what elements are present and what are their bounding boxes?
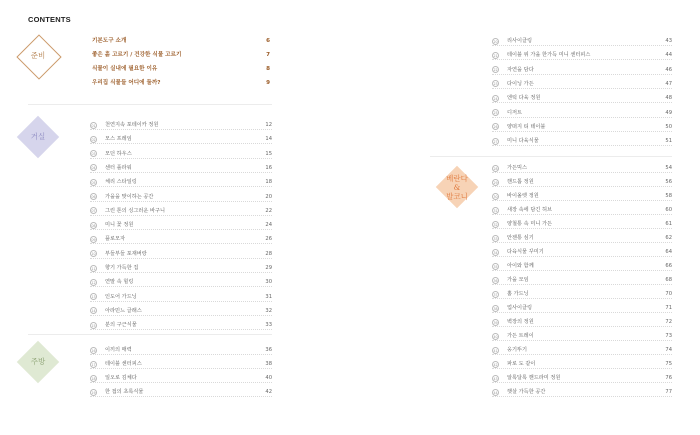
toc-item[interactable] [492, 331, 672, 341]
row-separator [492, 186, 672, 187]
toc-item-page: 16 [265, 164, 272, 171]
toc-item[interactable] [492, 373, 672, 383]
toc-item-label: 한 접의 초록식물 [105, 389, 144, 395]
toc-item[interactable] [90, 234, 272, 244]
toc-item-label: 테이블 센터피스 [105, 361, 142, 367]
toc-item-number: 01 [91, 123, 96, 128]
toc-item-number: 27 [493, 139, 498, 144]
row-separator [492, 340, 672, 341]
toc-item-page: 18 [265, 179, 272, 186]
toc-item-page: 7 [266, 52, 270, 58]
toc-item-number: 32 [493, 222, 498, 227]
toc-item-page: 28 [265, 250, 272, 257]
row-separator [90, 396, 272, 397]
toc-item-page: 71 [665, 305, 672, 311]
toc-item-number: 04 [91, 166, 96, 171]
toc-item-page: 48 [665, 95, 672, 102]
toc-item-page: 60 [665, 207, 672, 213]
toc-item[interactable] [492, 359, 672, 369]
toc-item-label: 테이블 위 가을 한가득 미니 센터피스 [507, 52, 591, 59]
row-separator [492, 74, 672, 75]
toc-item-page: 66 [665, 263, 672, 269]
toc-item[interactable] [90, 320, 272, 330]
row-separator [492, 228, 672, 229]
toc-item-page: 33 [265, 322, 272, 329]
veranda-section-label [427, 174, 487, 201]
toc-item-number: 30 [493, 194, 498, 199]
toc-item[interactable] [492, 122, 672, 132]
toc-item[interactable] [492, 79, 672, 89]
toc-item-label: 향기 가득한 집 [105, 265, 139, 271]
row-separator [90, 201, 272, 202]
toc-item[interactable] [492, 93, 672, 103]
toc-item-number: 29 [493, 180, 498, 185]
toc-item[interactable] [90, 220, 272, 230]
toc-item-label: 그린 톤의 싱그러운 바구니 [105, 207, 166, 214]
toc-item[interactable] [90, 306, 272, 316]
toc-item-page: 12 [265, 122, 272, 128]
toc-item-page: 20 [265, 193, 272, 200]
toc-item-number: 36 [493, 278, 498, 283]
toc-item-label: 양철통 속 미니 가든 [507, 221, 553, 227]
toc-item-number: 07 [91, 209, 96, 214]
toc-item-label: 엔틱 다육 정원 [507, 95, 541, 102]
veranda-label-line: 베란다 [446, 174, 468, 183]
toc-item-label: 햇살 가득한 공간 [507, 389, 546, 395]
toc-item-number: 17 [91, 362, 96, 367]
toc-item[interactable] [492, 65, 672, 75]
toc-item-number: 11 [91, 266, 96, 271]
toc-item-page: 62 [665, 235, 672, 241]
toc-item-label: 아라민느 글래스 [105, 307, 142, 314]
toc-item-page: 24 [265, 222, 272, 229]
toc-item[interactable] [90, 177, 272, 187]
row-separator [492, 242, 672, 243]
toc-item-label: 가을을 맞이하는 공간 [105, 193, 154, 200]
toc-item[interactable] [90, 163, 272, 173]
toc-item[interactable] [90, 249, 272, 259]
toc-item[interactable] [492, 233, 672, 243]
row-separator [492, 172, 672, 173]
toc-item-page: 43 [665, 38, 672, 44]
toc-item-page: 15 [265, 150, 272, 157]
toc-item-number: 40 [493, 334, 498, 339]
toc-item-label: 인도어 가드닝 [105, 293, 137, 300]
toc-item-number: 02 [91, 137, 96, 142]
toc-item[interactable] [492, 345, 672, 355]
toc-item-number: 26 [493, 125, 498, 130]
toc-item-number: 03 [91, 152, 96, 157]
toc-item-label: 플로모자 [105, 236, 126, 243]
toc-item-page: 72 [665, 319, 672, 325]
toc-item-label: 미니 다육식물 [507, 138, 539, 145]
toc-item-number: 24 [493, 96, 498, 101]
toc-item-label: 디저트 [507, 109, 523, 116]
veranda-label-line: 발코니 [446, 192, 468, 201]
toc-item-number: 12 [91, 280, 96, 285]
toc-item[interactable] [492, 219, 672, 229]
toc-item-number: 19 [91, 390, 96, 395]
row-separator [492, 270, 672, 271]
toc-item-page: 47 [665, 80, 672, 87]
toc-item[interactable] [90, 345, 272, 355]
toc-item-number: 31 [493, 208, 498, 213]
row-separator [90, 172, 272, 173]
toc-item-number: 35 [493, 264, 498, 269]
toc-item-label: 모스 프레임 [105, 136, 132, 143]
row-separator [492, 354, 672, 355]
toc-item-page: 56 [665, 179, 672, 185]
row-separator [90, 286, 272, 287]
toc-item-page: 8 [266, 66, 270, 72]
toc-item-page: 76 [665, 375, 672, 381]
toc-item-number: 08 [91, 223, 96, 228]
kitchen-section-label: 주방 [30, 357, 46, 366]
toc-item[interactable] [492, 177, 672, 187]
toc-item-page: 61 [665, 221, 672, 227]
toc-item-page: 44 [665, 52, 672, 59]
toc-item[interactable] [90, 120, 272, 130]
toc-item-label: 안젠통 심기 [507, 235, 534, 241]
toc-item-page: 14 [265, 136, 272, 143]
toc-item-label: 벽장의 정원 [507, 319, 534, 325]
toc-item-page: 64 [665, 249, 672, 255]
toc-item-label: 우리집 식물들 어디에 둘까? [92, 80, 161, 86]
toc-item-label: 홈 가드닝 [507, 291, 529, 297]
toc-item[interactable] [90, 277, 272, 287]
toc-item-label: 다이닝 가든 [507, 80, 534, 87]
prep-section-label: 준비 [30, 51, 46, 60]
toc-item[interactable] [90, 292, 272, 302]
divider [430, 156, 672, 157]
toc-item-label: 옹기뚜기 [507, 347, 528, 353]
toc-item-page: 75 [665, 361, 672, 367]
toc-item-number: 37 [493, 292, 498, 297]
living-section-label: 거실 [30, 132, 46, 141]
toc-item-label: 알록달록 핸드라미 정원 [507, 375, 561, 381]
toc-item[interactable] [92, 64, 270, 74]
toc-item[interactable] [90, 373, 272, 383]
toc-item-label: 가든 트레이 [507, 333, 534, 339]
toc-item-page: 32 [265, 307, 272, 314]
row-separator [90, 143, 272, 144]
toc-item-number: 05 [91, 180, 96, 185]
toc-item-label: 양떠지 티 테이블 [507, 123, 546, 130]
toc-item-page: 36 [265, 347, 272, 353]
toc-item-label: 다육식물 꾸미기 [507, 249, 544, 255]
toc-item[interactable] [90, 263, 272, 273]
toc-item-number: 14 [91, 309, 96, 314]
toc-item-number: 16 [91, 348, 96, 353]
row-separator [492, 256, 672, 257]
toc-item-page: 58 [665, 193, 672, 199]
row-separator [90, 368, 272, 369]
toc-item[interactable] [492, 163, 672, 173]
toc-item[interactable] [92, 36, 270, 46]
row-separator [492, 214, 672, 215]
toc-item-label: 연말 속 힐링 [105, 279, 134, 286]
toc-item-label: 미니 꽃 정원 [105, 222, 134, 229]
toc-item-number: 23 [493, 82, 498, 87]
toc-item-page: 31 [265, 293, 272, 300]
toc-item-label: 식물이 실내에 필요한 이유 [92, 66, 158, 72]
toc-item-label: 가을 모임 [507, 277, 529, 283]
divider [28, 334, 272, 335]
row-separator [492, 200, 672, 201]
toc-item-number: 39 [493, 320, 498, 325]
row-separator [492, 382, 672, 383]
row-separator [492, 284, 672, 285]
toc-item[interactable] [492, 50, 672, 60]
row-separator [492, 88, 672, 89]
toc-item-number: 15 [91, 323, 96, 328]
toc-item-label: 분의 구근식물 [105, 322, 137, 329]
page-title: CONTENTS [28, 15, 71, 24]
row-separator [492, 298, 672, 299]
row-separator [492, 326, 672, 327]
row-separator [492, 117, 672, 118]
toc-item-page: 9 [266, 80, 270, 86]
toc-item-page: 29 [265, 265, 272, 271]
row-separator [492, 131, 672, 132]
toc-item-page: 6 [266, 38, 270, 44]
toc-item-label: 바이올렛 정원 [507, 193, 539, 199]
row-separator [90, 258, 272, 259]
row-separator [90, 158, 272, 159]
toc-item-label: 업사이클링 [507, 305, 533, 311]
toc-item-number: 22 [493, 68, 498, 73]
toc-item-label: 자연을 담다 [507, 66, 534, 73]
toc-item-number: 41 [493, 348, 498, 353]
toc-item[interactable] [492, 317, 672, 327]
toc-item[interactable] [90, 359, 272, 369]
toc-item-label: 센터 플라워 [105, 164, 132, 171]
row-separator [492, 45, 672, 46]
toc-item-page: 49 [665, 109, 672, 116]
row-separator [90, 301, 272, 302]
toc-item-page: 74 [665, 347, 672, 353]
row-separator [90, 329, 272, 330]
toc-item[interactable] [492, 261, 672, 271]
toc-item[interactable] [90, 134, 272, 144]
veranda-label-line: & [453, 183, 461, 192]
toc-item-number: 09 [91, 237, 96, 242]
toc-item[interactable] [492, 247, 672, 257]
toc-item-number: 25 [493, 111, 498, 115]
toc-item-label: 새장 속에 담긴 허브 [507, 207, 553, 213]
toc-item-number: 33 [493, 236, 498, 241]
toc-item[interactable] [492, 36, 672, 46]
toc-item-page: 70 [665, 291, 672, 297]
toc-item[interactable] [492, 191, 672, 201]
divider [28, 104, 272, 105]
toc-item-label: 체리 스타일링 [105, 179, 137, 186]
toc-item-label: 가든믹스 [507, 165, 528, 171]
toc-item-label: 이끼의 매력 [105, 347, 132, 353]
toc-item[interactable] [90, 192, 272, 202]
row-separator [90, 272, 272, 273]
toc-item-label: 부들부들 포재버랑 [105, 250, 147, 257]
toc-item[interactable] [492, 275, 672, 285]
toc-item-number: 38 [493, 306, 498, 311]
toc-item[interactable] [492, 136, 672, 146]
row-separator [90, 229, 272, 230]
toc-item-page: 46 [665, 66, 672, 73]
toc-item-page: 68 [665, 277, 672, 283]
toc-item-label: 천연지속 포테이카 정원 [105, 122, 159, 128]
toc-item[interactable] [90, 149, 272, 159]
toc-item-number: 06 [91, 195, 96, 199]
toc-item-number: 44 [493, 390, 498, 395]
toc-item-page: 30 [265, 279, 272, 286]
toc-item-label: 기본도구 소개 [92, 38, 127, 44]
toc-item-page: 26 [265, 236, 272, 243]
row-separator [492, 368, 672, 369]
toc-item[interactable] [92, 50, 270, 60]
row-separator [90, 215, 272, 216]
toc-item-page: 50 [665, 123, 672, 130]
toc-item-page: 77 [665, 389, 672, 395]
toc-item-page: 51 [665, 138, 672, 145]
row-separator [492, 59, 672, 60]
toc-item-label: 아이와 함께 [507, 263, 534, 269]
row-separator [492, 102, 672, 103]
toc-item[interactable] [492, 387, 672, 397]
row-separator [90, 186, 272, 187]
toc-item-label: 리사이클링 [507, 38, 533, 44]
row-separator [90, 129, 272, 130]
toc-item-label: 좋은 흙 고르기 / 건강한 식물 고르기 [92, 52, 182, 58]
toc-item-number: 20 [493, 39, 498, 44]
row-separator [90, 315, 272, 316]
row-separator [492, 145, 672, 146]
toc-item-label: 파로 도 같이 [507, 361, 536, 367]
toc-item-page: 54 [665, 165, 672, 171]
row-separator [492, 396, 672, 397]
toc-item-label: 일오로 김체다 [105, 375, 137, 381]
toc-item-page: 38 [265, 361, 272, 367]
toc-item-number: 34 [493, 250, 498, 255]
toc-item-page: 73 [665, 333, 672, 339]
toc-item-number: 21 [493, 53, 498, 58]
toc-item-page: 40 [265, 375, 272, 381]
toc-item-page: 42 [265, 389, 272, 395]
toc-item[interactable] [90, 387, 272, 397]
toc-item-label: 핸드톱 정원 [507, 179, 534, 185]
toc-item[interactable] [92, 78, 270, 88]
row-separator [90, 354, 272, 355]
toc-item[interactable] [90, 206, 272, 216]
toc-item-number: 13 [91, 295, 96, 300]
toc-item-number: 18 [91, 376, 96, 381]
toc-item[interactable] [492, 303, 672, 313]
toc-item-number: 43 [493, 376, 498, 381]
toc-item-number: 28 [493, 166, 498, 171]
toc-item-page: 22 [265, 207, 272, 214]
toc-item-label: 모던 하우스 [105, 150, 132, 157]
toc-item[interactable] [492, 108, 672, 118]
toc-item-number: 10 [91, 252, 96, 257]
toc-item-number: 42 [493, 362, 498, 367]
toc-item[interactable] [492, 289, 672, 299]
row-separator [90, 243, 272, 244]
row-separator [492, 312, 672, 313]
row-separator [90, 382, 272, 383]
toc-item[interactable] [492, 205, 672, 215]
